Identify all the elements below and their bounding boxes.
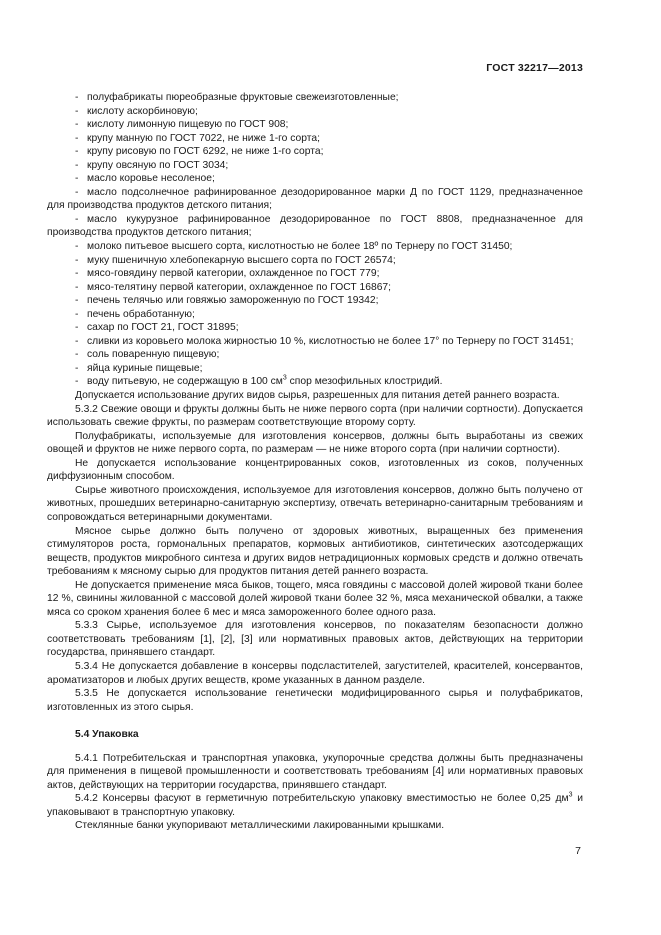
- paragraph: 5.3.4 Не допускается добавление в консервы подсластителей, загустителей, красителей, консервантов, ароматизаторов и любых других веществ, кроме указанных в данном разделе.: [47, 660, 583, 686]
- list-dash: -: [75, 281, 79, 293]
- list-item: - соль поваренную пищевую;: [75, 349, 220, 361]
- list-dash: -: [75, 376, 79, 388]
- list-dash: -: [75, 92, 79, 103]
- list-item: - масло подсолнечное рафинированное дезодорированное марки Д по ГОСТ 1129, предназначенное для производства продуктов детского питания;: [47, 186, 583, 212]
- list-item: - масло кукурузное рафинированное дезодорированное по ГОСТ 8808, предназначенное для производства продуктов детского питания;: [47, 213, 583, 239]
- list-item: - мясо-телятину первой категории, охлажденное по ГОСТ 16867;: [75, 281, 392, 293]
- ingredient-list: [47, 91, 583, 389]
- list-dash: -: [75, 335, 79, 347]
- paragraph: Допускается использование других видов сырья, разрешенных для питания детей раннего возраста.: [75, 390, 560, 402]
- page-content: [47, 91, 583, 833]
- paragraph: 5.4.2 Консервы фасуют в герметичную потребительскую упаковку вместимостью не более 0,25 $дм^3$ и упаковывают в транспортную упаковку.: [47, 791, 583, 818]
- paragraph: Не допускается использование концентрированных соков, изготовленных из соков, полученных диффузионным способом.: [47, 457, 583, 483]
- list-dash: -: [75, 173, 79, 185]
- paragraph: 5.3.5 Не допускается использование генетически модифицированного сырья и полуфабрикатов, изготовленных из этого сырья.: [47, 688, 583, 713]
- list-dash: -: [75, 268, 79, 280]
- list-dash: -: [75, 213, 79, 225]
- list-item: - сливки из коровьего молока жирностью 10 %, кислотностью не более 17° по Тернеру по ГОСТ 31451;: [75, 335, 574, 347]
- paragraph: Мясное сырье должно быть получено от здоровых животных, выращенных без применения стимуляторов роста, гормональных препаратов, кормовых антибиотиков, синтетических азотсодержащих веществ, продуктов микробного синтеза и других видов нетрадиционных кормовых средств и должно отвечать требованиям к мясному сырью для продуктов питания детей раннего возраста.: [47, 525, 583, 578]
- list-dash: -: [75, 362, 79, 374]
- list-dash: -: [75, 105, 79, 117]
- list-item: - крупу манную по ГОСТ 7022, не ниже 1-го сорта;: [75, 132, 320, 144]
- paragraph: Полуфабрикаты, используемые для изготовления консервов, должны быть выработаны из свежих овощей и фруктов не ниже первого сорта, по размерам — не ниже второго сорта (при наличии сортности).: [47, 430, 583, 456]
- list-item: - крупу рисовую по ГОСТ 6292, не ниже 1-го сорта;: [75, 146, 324, 158]
- list-item: - муку пшеничную хлебопекарную высшего сорта по ГОСТ 26574;: [75, 254, 396, 266]
- list-dash: -: [75, 159, 79, 171]
- list-dash: -: [75, 119, 79, 131]
- list-item: - воду питьевую, не содержащую в 100 $см^3$ спор мезофильных клостридий.: [75, 375, 443, 388]
- list-item: - молоко питьевое высшего сорта, кислотностью не более 18º по Тернеру по ГОСТ 31450;: [75, 241, 513, 253]
- paragraph: 5.3.2 Свежие овощи и фрукты должны быть не ниже первого сорта (при наличии сортности). Допускается использовать свежие фрукты, по размерам соответствующие второму сорту.: [47, 403, 583, 429]
- list-item: - мясо-говядину первой категории, охлажденное по ГОСТ 779;: [75, 268, 380, 280]
- list-dash: -: [75, 295, 79, 307]
- paragraph: Не допускается применение мяса быков, тощего, мяса говядины с массовой долей жировой ткани более 12 %, свинины жилованной с массовой долей жировой ткани более 32 %, мяса механической обвалки, а также мяса со сроком хранения более 6 мес и мяса замороженного более одного раза.: [47, 579, 583, 618]
- list-dash: -: [75, 132, 79, 144]
- paragraph: 5.3.3 Сырье, используемое для изготовления консервов, по показателям безопасности должно соответствовать требованиям [1], [2], [3] или нормативных правовых актов, действующих на территории государства, принявшего стандарт.: [47, 620, 583, 659]
- list-dash: -: [75, 254, 79, 266]
- list-item: - кислоту аскорбиновую;: [75, 105, 198, 117]
- list-item: - печень обработанную;: [75, 308, 195, 320]
- list-dash: -: [75, 322, 79, 334]
- paragraph: Стеклянные банки укупоривают металлическими лакированными крышками.: [75, 820, 445, 832]
- paragraph: 5.4.1 Потребительская и транспортная упаковка, укупорочные средства должны быть предназначены для применения в пищевой промышленности и соответствовать требованиям [4] или нормативных правовых актов, действующих на территории государства, принявшего стандарт.: [47, 752, 583, 791]
- list-dash: -: [75, 241, 79, 253]
- list-item: - сахар по ГОСТ 21, ГОСТ 31895;: [75, 322, 239, 334]
- page-number: 7: [575, 845, 581, 857]
- list-item: - яйца куриные пищевые;: [75, 362, 203, 374]
- list-item: - кислоту лимонную пищевую по ГОСТ 908;: [75, 119, 289, 131]
- document-header: ГОСТ 32217—2013: [486, 62, 583, 74]
- section-title: 5.4 Упаковка: [75, 729, 139, 741]
- list-dash: -: [75, 349, 79, 361]
- list-item: - печень телячью или говяжью замороженную по ГОСТ 19342;: [75, 295, 379, 307]
- list-item: - полуфабрикаты пюреобразные фруктовые свежеизготовленные;: [75, 92, 399, 103]
- list-dash: -: [75, 146, 79, 158]
- list-item: - масло коровье несоленое;: [75, 173, 215, 185]
- paragraph: Сырье животного происхождения, используемое для изготовления консервов, должно быть получено от животных, прошедших ветеринарно-санитарную экспертизу, отвечать ветеринарно-санитарным требованиям и сопровождаться ветеринарными документами.: [47, 484, 583, 523]
- list-dash: -: [75, 308, 79, 320]
- list-item: - крупу овсяную по ГОСТ 3034;: [75, 159, 229, 171]
- list-dash: -: [75, 186, 79, 198]
